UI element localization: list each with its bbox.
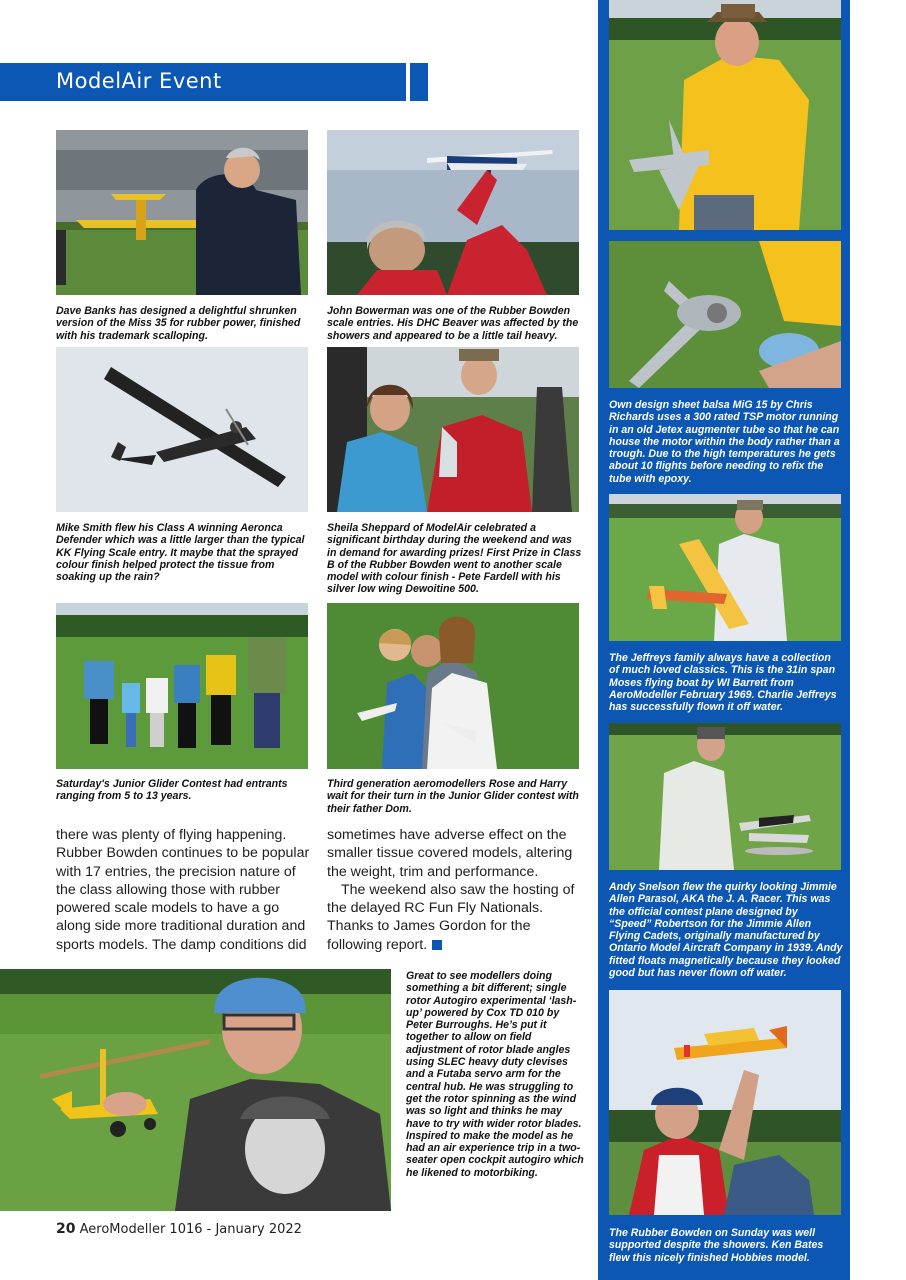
body-paragraph: there was plenty of flying happening. Rubber Bowden continues to be popular with 17 entries, the precision nature of the class allowing those with rubber powered scale models to have a go along side more traditional duration and sports models. The damp conditions did xyxy=(56,827,310,953)
caption-mike-smith: Mike Smith flew his Class A winning Aeronca Defender which was a little larger than the typical KK Flying Scale entry. It maybe that the sprayed colour finish helped protect the tissue from soaking up the rain? xyxy=(56,522,305,584)
caption-junior-glider: Saturday's Junior Glider Contest had entrants ranging from 5 to 13 years. xyxy=(56,778,288,803)
end-mark-icon xyxy=(432,940,442,950)
caption-jeffreys: The Jeffreys family always have a collection of much loved classics. This is the 31in span Moses flying boat by WI Barrett from AeroModeller February 1969. Charlie Jeffreys has successfully flown it off water. xyxy=(609,652,837,714)
photo-dave-banks xyxy=(56,130,308,295)
body-paragraph-text: The weekend also saw the hosting of the delayed RC Fun Fly Nationals. Thanks to James Gordon for the following report. xyxy=(327,881,575,953)
caption-john-bowerman: John Bowerman was one of the Rubber Bowden scale entries. His DHC Beaver was affected by the showers and appeared to be a little tail heavy. xyxy=(327,305,579,342)
caption-sheila-sheppard: Sheila Sheppard of ModelAir celebrated a significant birthday during the weekend and was in demand for awarding prizes! First Prize in Class B of the Rubber Bowden went to another scale model with colour finish - Pete Fardell with his silver low wing Dewoitine 500. xyxy=(327,522,582,596)
section-title: ModelAir Event xyxy=(56,69,222,93)
photo-jeffreys-moses xyxy=(609,494,841,641)
caption-ken-bates: The Rubber Bowden on Sunday was well supported despite the showers. Ken Bates flew this nicely finished Hobbies model. xyxy=(609,1227,824,1264)
caption-andy-snelson: Andy Snelson flew the quirky looking Jimmie Allen Parasol, AKA the J. A. Racer. This was the official contest plane designed by “Speed” Robertson for the Jimmie Allen Flying Cadets, originally manufactured by Ontario Model Aircraft Company in 1939. Andy fitted floats magnetically because they looked good but has never flown off water. xyxy=(609,881,843,980)
photo-third-generation xyxy=(327,603,579,769)
page-number: 20 xyxy=(56,1221,76,1237)
body-paragraph: sometimes have adverse effect on the smaller tissue covered models, altering the weight, trim and performance. xyxy=(327,827,573,880)
photo-ken-bates xyxy=(609,990,841,1215)
photo-mig15-closeup xyxy=(609,241,841,388)
body-column-1 xyxy=(56,826,312,954)
photo-john-bowerman xyxy=(327,130,579,295)
magazine-issue: AeroModeller 1016 - January 2022 xyxy=(79,1222,302,1237)
caption-dave-banks: Dave Banks has designed a delightful shrunken version of the Miss 35 for rubber power, finished with his trademark scalloping. xyxy=(56,305,301,342)
photo-sheila-sheppard xyxy=(327,347,579,512)
photo-aeronca-defender xyxy=(56,347,308,512)
caption-mig15: Own design sheet balsa MiG 15 by Chris Richards uses a 300 rated TSP motor running in an old Jetex augmenter tube so that he can house the motor within the body rather than a trough. Due to the high temperatures he gets about 10 flights before needing to refix the tube with epoxy. xyxy=(609,399,840,485)
photo-autogiro xyxy=(0,969,391,1211)
photo-andy-snelson xyxy=(609,723,841,870)
photo-junior-glider xyxy=(56,603,308,769)
body-paragraph-2 xyxy=(327,881,577,954)
photo-mig15-holder xyxy=(609,0,841,230)
caption-autogiro: Great to see modellers doing something a bit different; single rotor Autogiro experimental ‘lash-up’ powered by Cox TD 010 by Peter Burroughs. He’s put it together to allow on field adjustment of rotor blade angles using SLEC heavy duty clevises and a Futaba servo arm for the central hub. He was struggling to get the rotor spinning as the wind was so light and thinks he may have to try with wider rotor blades. Inspired to make the model as he had an air experience trip in a two-seater open cockpit autogiro which he likened to motorbiking. xyxy=(406,970,584,1179)
page-footer xyxy=(56,1221,302,1237)
body-column-2 xyxy=(327,826,577,954)
caption-third-generation: Third generation aeromodellers Rose and Harry wait for their turn in the Junior Glider contest with their father Dom. xyxy=(327,778,579,815)
section-header-block xyxy=(410,63,428,101)
